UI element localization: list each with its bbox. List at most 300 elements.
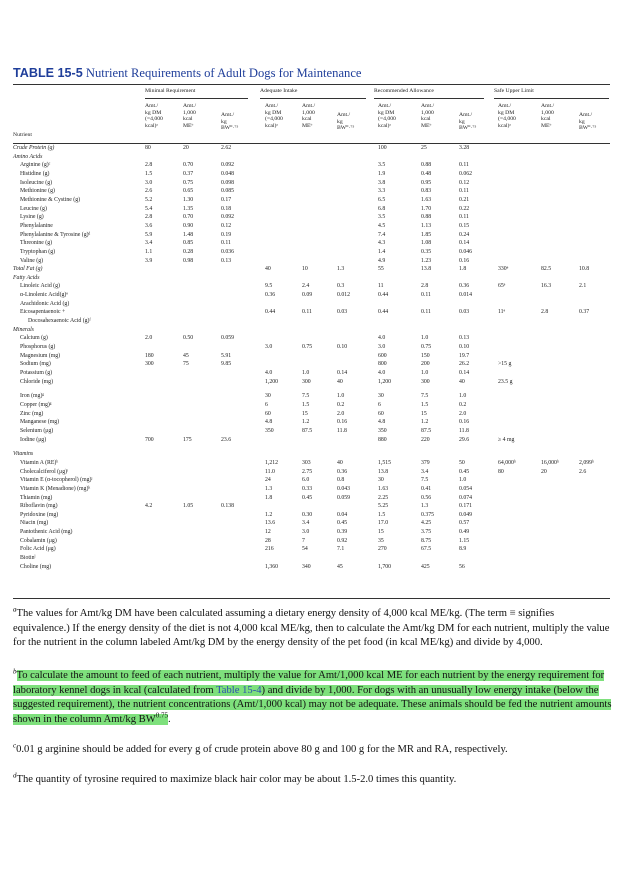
table-cell: 1.0 xyxy=(337,393,345,400)
table-cell: 1.30 xyxy=(183,196,194,203)
table-cell: 8.75 xyxy=(421,537,432,544)
table-cell: 0.83 xyxy=(421,188,432,195)
table-cell: 1,200 xyxy=(265,378,279,385)
table-cell: 0.75 xyxy=(302,343,313,350)
nutrient-name: Cobalamin (μg) xyxy=(20,537,57,544)
table-top-rule xyxy=(13,84,610,85)
table-cell: 0.03 xyxy=(459,309,470,316)
table-cell: 0.14 xyxy=(459,369,470,376)
table-cell: 1.0 xyxy=(421,369,429,376)
nutrient-name: Vitamin E (α-tocopherol) (mg)ʲ xyxy=(20,477,93,484)
table-cell: 1.0 xyxy=(459,477,467,484)
table-cell: 4.2 xyxy=(145,503,153,510)
table-cell: 1.13 xyxy=(421,222,432,229)
table-cell: 2.0 xyxy=(459,410,467,417)
nutrient-name: Chloride (mg) xyxy=(20,378,54,385)
table-cell: 45 xyxy=(183,352,189,359)
nutrient-column-header: Nutrient xyxy=(13,132,32,138)
group-header: Adequate Intake xyxy=(260,88,298,94)
section-heading: Amino Acids xyxy=(13,153,43,160)
nutrient-name: Arachidonic Acid (g) xyxy=(20,300,70,307)
table-cell: 0.37 xyxy=(579,309,590,316)
column-header-me: Amt./ 1,000 kcal MEᵇ xyxy=(302,103,316,129)
table-cell: 0.36 xyxy=(337,468,348,475)
table-cell: 4.8 xyxy=(378,419,386,426)
column-header-dm: Amt./ kg DM (=4,000 kcal)ᵃ xyxy=(265,103,283,129)
table-number: TABLE 15-5 xyxy=(13,66,83,80)
table-cell: >15 g xyxy=(498,361,512,368)
table-cell: 0.75 xyxy=(421,343,432,350)
table-cell: 40 xyxy=(337,378,343,385)
table-cell: 330ᵉ xyxy=(498,266,509,273)
table-cell: 0.50 xyxy=(183,335,194,342)
table-cell: 0.95 xyxy=(421,179,432,186)
table-cell: 40 xyxy=(337,459,343,466)
nutrient-name: Biotinˡ xyxy=(20,555,36,561)
table-cell: 3.0 xyxy=(378,343,386,350)
nutrient-name: Magnesium (mg) xyxy=(20,352,61,359)
table-cell: 0.45 xyxy=(302,494,313,501)
table-cell: 25 xyxy=(421,145,427,151)
table-cell: 2.0 xyxy=(337,410,345,417)
table-cell: 7.4 xyxy=(378,231,386,238)
table-cell: 11.8 xyxy=(459,427,469,434)
nutrient-name: α-Linolenic Acid(g)ᵉ xyxy=(20,292,68,298)
table-cell: 220 xyxy=(421,436,430,443)
table-cell: 0.10 xyxy=(459,343,470,350)
table-cell: 0.036 xyxy=(221,248,235,255)
table-cell: 0.059 xyxy=(221,335,235,342)
table-cell: 2.8 xyxy=(145,162,153,169)
table-cell: 20 xyxy=(541,468,547,475)
table-cell: 0.12 xyxy=(221,222,232,229)
table-cell: 5.2 xyxy=(145,196,153,203)
table-cell: 0.12 xyxy=(459,179,470,186)
table-cell: 0.3 xyxy=(337,283,345,290)
table-cell: 1.5 xyxy=(302,401,310,408)
nutrient-name: Zinc (mg) xyxy=(20,410,44,417)
table-cell: 0.13 xyxy=(221,257,232,264)
table-cell: 0.11 xyxy=(459,188,469,195)
nutrient-name: Potassium (g) xyxy=(20,369,53,376)
table-cell: 1.63 xyxy=(378,485,389,492)
table-cell: 2.8 xyxy=(145,214,153,221)
table-cell: 0.2 xyxy=(337,401,345,408)
table-cell: 80 xyxy=(498,468,504,475)
table-cell: 0.138 xyxy=(221,503,235,510)
table-cell: 340 xyxy=(302,563,311,570)
nutrient-name: Sodium (mg) xyxy=(20,361,51,368)
table-cell: 0.88 xyxy=(421,162,432,169)
table-cell: 4.5 xyxy=(378,222,386,229)
nutrient-name: Eicosapentaenoic + xyxy=(20,309,66,316)
table-cell: 4.8 xyxy=(265,419,273,426)
table-cell: 270 xyxy=(378,546,387,553)
table-cell: 80 xyxy=(145,145,151,151)
table-cell: 1.5 xyxy=(378,511,386,518)
table-cell: 1.8 xyxy=(459,266,467,273)
table-cell: 11ᵉ xyxy=(498,309,506,316)
table-cell: 11 xyxy=(378,283,384,290)
table-cell: 0.70 xyxy=(183,214,194,221)
nutrient-name: Valine (g) xyxy=(20,257,44,264)
table-cell: 6.0 xyxy=(302,477,310,484)
nutrient-name: Methionine & Cystine (g) xyxy=(20,196,81,203)
table-cell: 4.3 xyxy=(378,240,386,247)
column-header-bw: Amt./ kg BW⁰·⁷⁵ xyxy=(337,112,355,132)
group-header: Minimal Requirement xyxy=(145,88,196,94)
table-cell: 10.8 xyxy=(579,266,590,273)
table-cell: 0.36 xyxy=(265,292,276,298)
group-header-rule xyxy=(260,98,366,99)
table-cell: 56 xyxy=(459,563,465,570)
table-cell: 26.2 xyxy=(459,361,470,368)
table-cell: 3.28 xyxy=(459,145,470,151)
nutrient-name: Manganese (mg) xyxy=(20,419,60,426)
nutrient-name: Crude Protein (g) xyxy=(13,145,55,151)
table-cell: 0.75 xyxy=(183,179,194,186)
table-title xyxy=(13,66,362,81)
table-cell: 1.3 xyxy=(265,485,273,492)
nutrient-name: Riboflavin (mg) xyxy=(20,503,58,510)
table-cell: 0.70 xyxy=(183,162,194,169)
table-cell: 5.25 xyxy=(378,503,389,510)
table-cell: 1,200 xyxy=(378,378,392,385)
table-cell: 1.15 xyxy=(459,537,470,544)
table-cell: 0.092 xyxy=(221,214,235,221)
table-cell: 28 xyxy=(265,537,271,544)
table-cell: 4.0 xyxy=(265,369,273,376)
section-heading: Fatty Acids xyxy=(13,274,40,281)
table-cell: 3.3 xyxy=(378,188,386,195)
table-cell: 0.11 xyxy=(421,309,431,316)
table-cell: 64,000ʰ xyxy=(498,459,516,466)
table-cell: 1.0 xyxy=(459,393,467,400)
table-cell: 15 xyxy=(421,410,427,417)
nutrient-name: Tryptophan (g) xyxy=(20,248,56,255)
table-cell: 0.37 xyxy=(183,171,194,177)
nutrient-name: Total Fat (g) xyxy=(13,266,43,273)
table-header-rule xyxy=(13,143,610,144)
table-cell: 1.85 xyxy=(421,231,432,238)
table-cell: 0.56 xyxy=(421,494,432,501)
table-cell: 7.5 xyxy=(421,477,429,484)
table-cell: 1.0 xyxy=(421,335,429,342)
table-cell: 700 xyxy=(145,436,154,443)
table-cell: 0.44 xyxy=(378,292,389,298)
table-cell: 0.36 xyxy=(459,283,470,290)
table-cell: 350 xyxy=(378,427,387,434)
table-cell: 0.45 xyxy=(459,468,470,475)
table-cell: 65ᵉ xyxy=(498,283,506,290)
table-cell: 1.9 xyxy=(378,171,386,177)
table-15-4-link[interactable]: Table 15-4 xyxy=(216,684,262,696)
table-cell: 4.9 xyxy=(378,257,386,264)
table-cell: 82.5 xyxy=(541,266,552,273)
table-cell: 60 xyxy=(378,410,384,417)
table-cell: 0.22 xyxy=(459,205,470,212)
table-cell: 87.5 xyxy=(302,427,313,434)
table-cell: 0.92 xyxy=(337,537,348,544)
column-header-bw: Amt./ kg BW⁰·⁷⁵ xyxy=(459,112,477,132)
table-cell: 75 xyxy=(183,361,189,368)
table-cell: 2.62 xyxy=(221,145,232,151)
group-header-rule xyxy=(145,98,248,99)
table-cell: 1.3 xyxy=(421,503,429,510)
section-heading: Vitamins xyxy=(13,451,34,458)
group-header-rule xyxy=(374,98,484,99)
table-cell: 7 xyxy=(302,537,305,544)
table-cell: 35 xyxy=(378,537,384,544)
nutrient-name: Threonine (g) xyxy=(20,240,53,247)
table-cell: 1.8 xyxy=(265,494,273,501)
table-cell: 300 xyxy=(302,378,311,385)
table-cell: 3.4 xyxy=(145,240,153,247)
footnote-b: $^b$To calculate the amount to feed of each nutrient, multiply the value for Amt/1,000 kcal ME for each nutrient by the energy requirement for laboratory kennel dogs in kcal (calculated from Table 15-4) and divide by 1,000. For dogs with an unusually low energy intake (below the suggested requirement), the nutrient concentrations (Amt/1,000 kcal) may not be adequate. These animals should be fed the nutrient amounts shown in the column Amt/kg $BW^{0.75}$. xyxy=(13,667,612,725)
table-cell: 3.4 xyxy=(302,520,310,527)
table-cell: 60 xyxy=(265,410,271,417)
table-cell: 67.5 xyxy=(421,546,432,553)
table-cell: 0.16 xyxy=(337,419,348,426)
table-cell: 1.3 xyxy=(337,266,345,273)
table-cell: 7.1 xyxy=(337,546,345,553)
table-cell: 0.13 xyxy=(459,335,470,342)
table-cell: 1.4 xyxy=(378,248,386,255)
table-cell: 9.85 xyxy=(221,361,232,368)
column-header-dm: Amt./ kg DM (=4,000 kcal)ᵃ xyxy=(498,103,516,129)
table-cell: 3.0 xyxy=(265,343,273,350)
table-cell: 0.03 xyxy=(337,309,348,316)
table-cell: 0.092 xyxy=(221,162,235,169)
table-cell: 30 xyxy=(378,393,384,400)
table-cell: 3.9 xyxy=(145,257,153,264)
table-cell: 87.5 xyxy=(421,427,432,434)
table-cell: 0.90 xyxy=(183,222,194,229)
table-cell: 13.8 xyxy=(421,266,432,273)
nutrient-name: Pyridoxine (mg) xyxy=(20,511,59,518)
table-cell: 30 xyxy=(265,393,271,400)
table-cell: 1.35 xyxy=(183,205,194,212)
table-cell: 1.08 xyxy=(421,240,432,247)
nutrient-name: Linoleic Acid (g) xyxy=(20,283,60,290)
table-cell: 3.4 xyxy=(421,468,429,475)
nutrient-name: Copper (mg)ᵍ xyxy=(20,401,52,408)
table-cell: 2.8 xyxy=(541,309,549,316)
table-bottom-rule xyxy=(13,598,610,599)
table-cell: 3.5 xyxy=(378,162,386,169)
table-cell: 2,099ʰ xyxy=(579,459,594,466)
table-cell: 0.014 xyxy=(459,292,473,298)
nutrient-name: Vitamin K (Menadione) (mg)ᵏ xyxy=(20,485,91,492)
table-cell: 23.5 g xyxy=(498,378,513,385)
table-cell: 0.18 xyxy=(221,205,232,212)
table-cell: 40 xyxy=(459,378,465,385)
table-cell: 17.0 xyxy=(378,520,389,527)
table-cell: 1,700 xyxy=(378,563,392,570)
table-cell: 0.21 xyxy=(459,196,470,203)
table-cell: 0.85 xyxy=(183,240,194,247)
table-cell: 0.14 xyxy=(337,369,348,376)
table-cell: 2.6 xyxy=(145,188,153,195)
table-cell: 30 xyxy=(378,477,384,484)
table-cell: 9.5 xyxy=(265,283,273,290)
nutrient-name: Pantothenic Acid (mg) xyxy=(20,529,73,536)
table-cell: 0.012 xyxy=(337,292,351,298)
group-header: Recommended Allowance xyxy=(374,88,434,94)
table-cell: 54 xyxy=(302,546,308,553)
table-cell: 100 xyxy=(378,145,387,151)
footnote-d: $^d$The quantity of tyrosine required to maximize black hair color may be about 1.5-2.0 times this quantity. xyxy=(13,771,457,785)
table-cell: 55 xyxy=(378,266,384,273)
footnote-a: $^a$The values for Amt/kg DM have been calculated assuming a dietary energy density of 4,000 kcal ME/kg. (The term ≡ signifies equivalence.) If the energy density of the diet is not 4,000 kcal ME/kg, then to calculate the Amt/kg DM for each nutrient, multiply the value for the nutrient in the column labeled Amt/kg DM by the energy density of the pet food (in kcal ME/kg) and divide by 4,000. xyxy=(13,605,610,649)
table-cell: 16,000ʰ xyxy=(541,459,559,466)
table-cell: 20 xyxy=(183,145,189,151)
table-cell: 180 xyxy=(145,352,154,359)
table-cell: 50 xyxy=(459,459,465,466)
table-cell: 13.6 xyxy=(265,520,276,527)
table-cell: 0.054 xyxy=(459,485,473,492)
table-cell: 1,212 xyxy=(265,459,279,466)
table-cell: 1.2 xyxy=(265,511,273,518)
table-cell: 0.33 xyxy=(302,485,313,492)
column-header-me: Amt./ 1,000 kcal MEᵇ xyxy=(183,103,197,129)
table-cell: 7.5 xyxy=(302,393,310,400)
table-cell: 0.41 xyxy=(421,485,432,492)
table-cell: 0.15 xyxy=(459,222,470,229)
table-cell: 0.24 xyxy=(459,231,470,238)
column-header-dm: Amt./ kg DM (=4,000 kcal)ᵃ xyxy=(378,103,396,129)
table-cell: 2.4 xyxy=(302,283,310,290)
section-heading: Minerals xyxy=(13,326,34,333)
table-cell: 0.048 xyxy=(221,171,235,177)
table-cell: 0.11 xyxy=(459,162,469,169)
table-cell: 0.074 xyxy=(459,494,473,501)
table-cell: 1.2 xyxy=(421,419,429,426)
nutrient-name: Thiamin (mg) xyxy=(20,494,53,501)
table-cell: 0.19 xyxy=(221,231,232,238)
table-cell: 0.098 xyxy=(221,179,235,186)
nutrient-name: Phosphorus (g) xyxy=(20,343,56,350)
table-cell: 200 xyxy=(421,361,430,368)
table-cell: 150 xyxy=(421,352,430,359)
table-cell: 880 xyxy=(378,436,387,443)
table-cell: 425 xyxy=(421,563,430,570)
table-cell: 6.8 xyxy=(378,205,386,212)
table-cell: 10 xyxy=(302,266,308,273)
nutrient-name: Choline (mg) xyxy=(20,563,52,570)
table-cell: 8.9 xyxy=(459,546,467,553)
table-cell: 0.049 xyxy=(459,511,473,518)
table-cell: 0.44 xyxy=(265,309,276,316)
table-cell: 2.0 xyxy=(145,335,153,342)
table-cell: 0.48 xyxy=(421,171,432,177)
table-cell: 1.2 xyxy=(302,419,310,426)
table-cell: 1.70 xyxy=(421,205,432,212)
table-cell: 7.5 xyxy=(421,393,429,400)
table-cell: 12 xyxy=(265,529,271,536)
table-cell: 6 xyxy=(265,401,268,408)
table-cell: 0.16 xyxy=(459,257,470,264)
table-cell: 0.11 xyxy=(221,240,231,247)
table-cell: 5.9 xyxy=(145,231,153,238)
table-cell: ≥ 4 mg xyxy=(498,436,515,443)
table-cell: 0.11 xyxy=(459,214,469,221)
table-cell: 0.49 xyxy=(459,529,470,536)
table-cell: 3.8 xyxy=(378,179,386,186)
table-cell: 4.25 xyxy=(421,520,432,527)
table-cell: 1.1 xyxy=(145,248,153,255)
nutrient-name: Phenylalanine & Tyrosine (g)ᵈ xyxy=(20,231,91,238)
table-cell: 0.046 xyxy=(459,248,473,255)
table-cell: 11.0 xyxy=(265,468,275,475)
table-cell: 0.11 xyxy=(302,309,312,316)
table-cell: 0.45 xyxy=(337,520,348,527)
table-cell: 0.059 xyxy=(337,494,351,501)
group-header-rule xyxy=(494,98,609,99)
table-cell: 15 xyxy=(378,529,384,536)
table-cell: 0.57 xyxy=(459,520,470,527)
table-title-text: Nutrient Requirements of Adult Dogs for Maintenance xyxy=(85,66,362,80)
table-cell: 800 xyxy=(378,361,387,368)
table-cell: 2.1 xyxy=(579,283,587,290)
nutrient-name: Isoleucine (g) xyxy=(20,179,53,186)
table-cell: 1.05 xyxy=(183,503,194,510)
table-cell: 45 xyxy=(337,563,343,570)
table-cell: 1.5 xyxy=(145,171,153,177)
table-cell: 2.75 xyxy=(302,468,313,475)
column-header-bw: Amt./ kg BW⁰·⁷⁵ xyxy=(579,112,597,132)
footnote-c: $^c$0.01 g arginine should be added for every g of crude protein above 80 g and 100 g for the MR and RA, respectively. xyxy=(13,741,508,755)
column-header-me: Amt./ 1,000 kcal MEᵇ xyxy=(421,103,435,129)
table-cell: 350 xyxy=(265,427,274,434)
nutrient-name: Iron (mg)ᵍ xyxy=(20,393,45,400)
table-cell: 24 xyxy=(265,477,271,484)
table-cell: 0.043 xyxy=(337,485,351,492)
table-cell: 0.10 xyxy=(337,343,348,350)
table-cell: 0.65 xyxy=(183,188,194,195)
table-cell: 15 xyxy=(302,410,308,417)
nutrient-name: Lysine (g) xyxy=(20,214,44,221)
nutrient-name: Selenium (μg) xyxy=(20,427,54,434)
nutrient-name: Histidine (g) xyxy=(20,171,50,177)
table-cell: 379 xyxy=(421,459,430,466)
table-cell: 0.35 xyxy=(421,248,432,255)
table-cell: 0.085 xyxy=(221,188,235,195)
table-cell: 0.28 xyxy=(183,248,194,255)
nutrient-name: Calcium (g) xyxy=(20,335,48,342)
table-cell: 2.6 xyxy=(579,468,587,475)
table-cell: 2.8 xyxy=(421,283,429,290)
column-header-me: Amt./ 1,000 kcal MEᵇ xyxy=(541,103,555,129)
table-cell: 0.14 xyxy=(459,240,470,247)
table-cell: 6.5 xyxy=(378,196,386,203)
table-cell: 0.11 xyxy=(421,292,431,298)
table-cell: 1.48 xyxy=(183,231,194,238)
highlighted-text: To calculate the amount to feed of each nutrient, multiply the value for Amt/1,000 kcal ME for each nutrient by the energy requirement for laboratory kennel dogs in kcal (calculated from Table 15-4) and divide by 1,000. For dogs with an unusually low energy intake (below the suggested requirement), the nutrient concentrations (Amt/1,000 kcal) may not be adequate. These animals should be fed the nutrient amounts shown in the column Amt/kg $BW^{0.75}$ xyxy=(13,670,612,725)
table-cell: 0.16 xyxy=(459,419,470,426)
column-header-bw: Amt./ kg BW⁰·⁷⁵ xyxy=(221,112,239,132)
table-cell: 0.062 xyxy=(459,171,473,177)
nutrient-name: Iodine (μg) xyxy=(20,436,47,443)
table-cell: 11.8 xyxy=(337,427,347,434)
nutrient-name: Arginine (g)ᶜ xyxy=(20,162,51,169)
nutrient-name: Phenylalanine xyxy=(20,222,53,229)
table-cell: 5.91 xyxy=(221,352,232,359)
table-cell: 3.5 xyxy=(378,214,386,221)
table-cell: 0.39 xyxy=(337,529,348,536)
table-cell: 23.6 xyxy=(221,436,232,443)
group-header: Safe Upper Limit xyxy=(494,88,534,94)
